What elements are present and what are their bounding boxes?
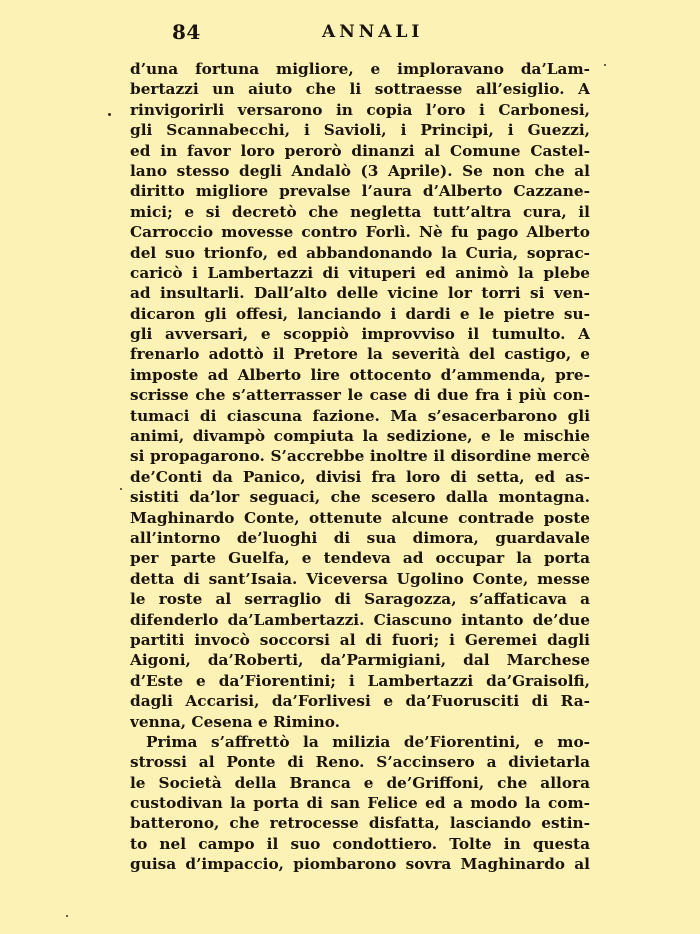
- text-line: mici; e si decretò che negletta tutt’altra cura, il: [130, 202, 590, 221]
- text-line: Prima s’affrettò la milizia de’Fiorentini, e mo-: [146, 732, 590, 751]
- text-line: d’Este e da’Fiorentini; i Lambertazzi da’Graisolfi,: [130, 671, 590, 690]
- text-line: Carroccio movesse contro Forlì. Nè fu pago Alberto: [130, 223, 590, 242]
- text-line: venna, Cesena e Rimino.: [130, 712, 340, 731]
- text-line: partiti invocò soccorsi al di fuori; i Geremei dagli: [130, 630, 590, 649]
- ink-speck: [120, 488, 122, 490]
- text-line: strossi al Ponte di Reno. S’accinsero a divietarla: [130, 753, 590, 772]
- text-line: rinvigorirli versarono in copia l’oro i Carbonesi,: [130, 100, 590, 119]
- page-number: 84: [172, 20, 201, 44]
- text-line: batterono, che retrocesse disfatta, lasciando estin-: [130, 814, 590, 833]
- body-text: [130, 59, 590, 875]
- text-line: scrisse che s’atterrasser le case di due fra i più con-: [130, 386, 590, 405]
- running-head: [172, 20, 592, 46]
- text-line: gli Scannabecchi, i Savioli, i Principi, i Guezzi,: [130, 121, 590, 140]
- text-line: all’intorno de’luoghi di sua dimora, guardavale: [130, 528, 590, 547]
- text-line: tumaci di ciascuna fazione. Ma s’esacerbarono gli: [130, 406, 590, 425]
- text-line: del suo trionfo, ed abbandonando la Curia, soprac-: [130, 243, 590, 262]
- text-line: guisa d’impaccio, piombarono sovra Maghinardo al: [130, 855, 590, 874]
- ink-speck: [604, 64, 606, 66]
- text-line: lano stesso degli Andalò (3 Aprile). Se non che al: [130, 161, 590, 180]
- text-line: le Società della Branca e de’Griffoni, che allora: [130, 773, 590, 792]
- text-line: difenderlo da’Lambertazzi. Ciascuno intanto de’due: [130, 610, 590, 629]
- text-line: imposte ad Alberto lire ottocento d’ammenda, pre-: [130, 365, 590, 384]
- running-title: ANNALI: [322, 22, 424, 42]
- text-line: d’una fortuna migliore, e imploravano da’Lam-: [130, 60, 590, 78]
- text-line: to nel campo il suo condottiero. Tolte in questa: [130, 834, 590, 853]
- text-line: le roste al serraglio di Saragozza, s’affaticava a: [130, 590, 590, 609]
- text-line: Aigoni, da’Roberti, da’Parmigiani, dal Marchese: [130, 651, 590, 670]
- ink-speck: [108, 113, 111, 116]
- text-line: custodivan la porta di san Felice ed a modo la com-: [130, 794, 590, 813]
- text-line: de’Conti da Panico, divisi fra loro di setta, ed as-: [130, 467, 590, 486]
- ink-speck: [66, 915, 68, 917]
- text-line: si propagarono. S’accrebbe inoltre il disordine mercè: [130, 447, 590, 466]
- text-line: dagli Accarisi, da’Forlivesi e da’Fuorusciti di Ra-: [130, 692, 590, 711]
- text-line: ad insultarli. Dall’alto delle vicine lor torri si ven-: [130, 284, 590, 303]
- text-line: dicaron gli offesi, lanciando i dardi e le pietre su-: [130, 304, 590, 323]
- text-line: caricò i Lambertazzi di vituperi ed animò la plebe: [130, 263, 590, 282]
- text-line: gli avversari, e scoppiò improvviso il tumulto. A: [130, 325, 590, 344]
- text-line: diritto migliore prevalse l’aura d’Alberto Cazzane-: [130, 182, 590, 201]
- text-line: Maghinardo Conte, ottenute alcune contrade poste: [130, 508, 590, 527]
- text-line: frenarlo adottò il Pretore la severità del castigo, e: [130, 345, 590, 364]
- text-line: per parte Guelfa, e tendeva ad occupar la porta: [130, 549, 590, 568]
- text-line: animi, divampò compiuta la sedizione, e le mischie: [130, 427, 590, 446]
- text-line: detta di sant’Isaia. Viceversa Ugolino Conte, messe: [130, 569, 590, 588]
- text-line: bertazzi un aiuto che li sottraesse all’esiglio. A: [130, 80, 590, 99]
- text-line: ed in favor loro perorò dinanzi al Comune Castel-: [130, 141, 590, 160]
- text-line: sistiti da’lor seguaci, che scesero dalla montagna.: [130, 488, 590, 507]
